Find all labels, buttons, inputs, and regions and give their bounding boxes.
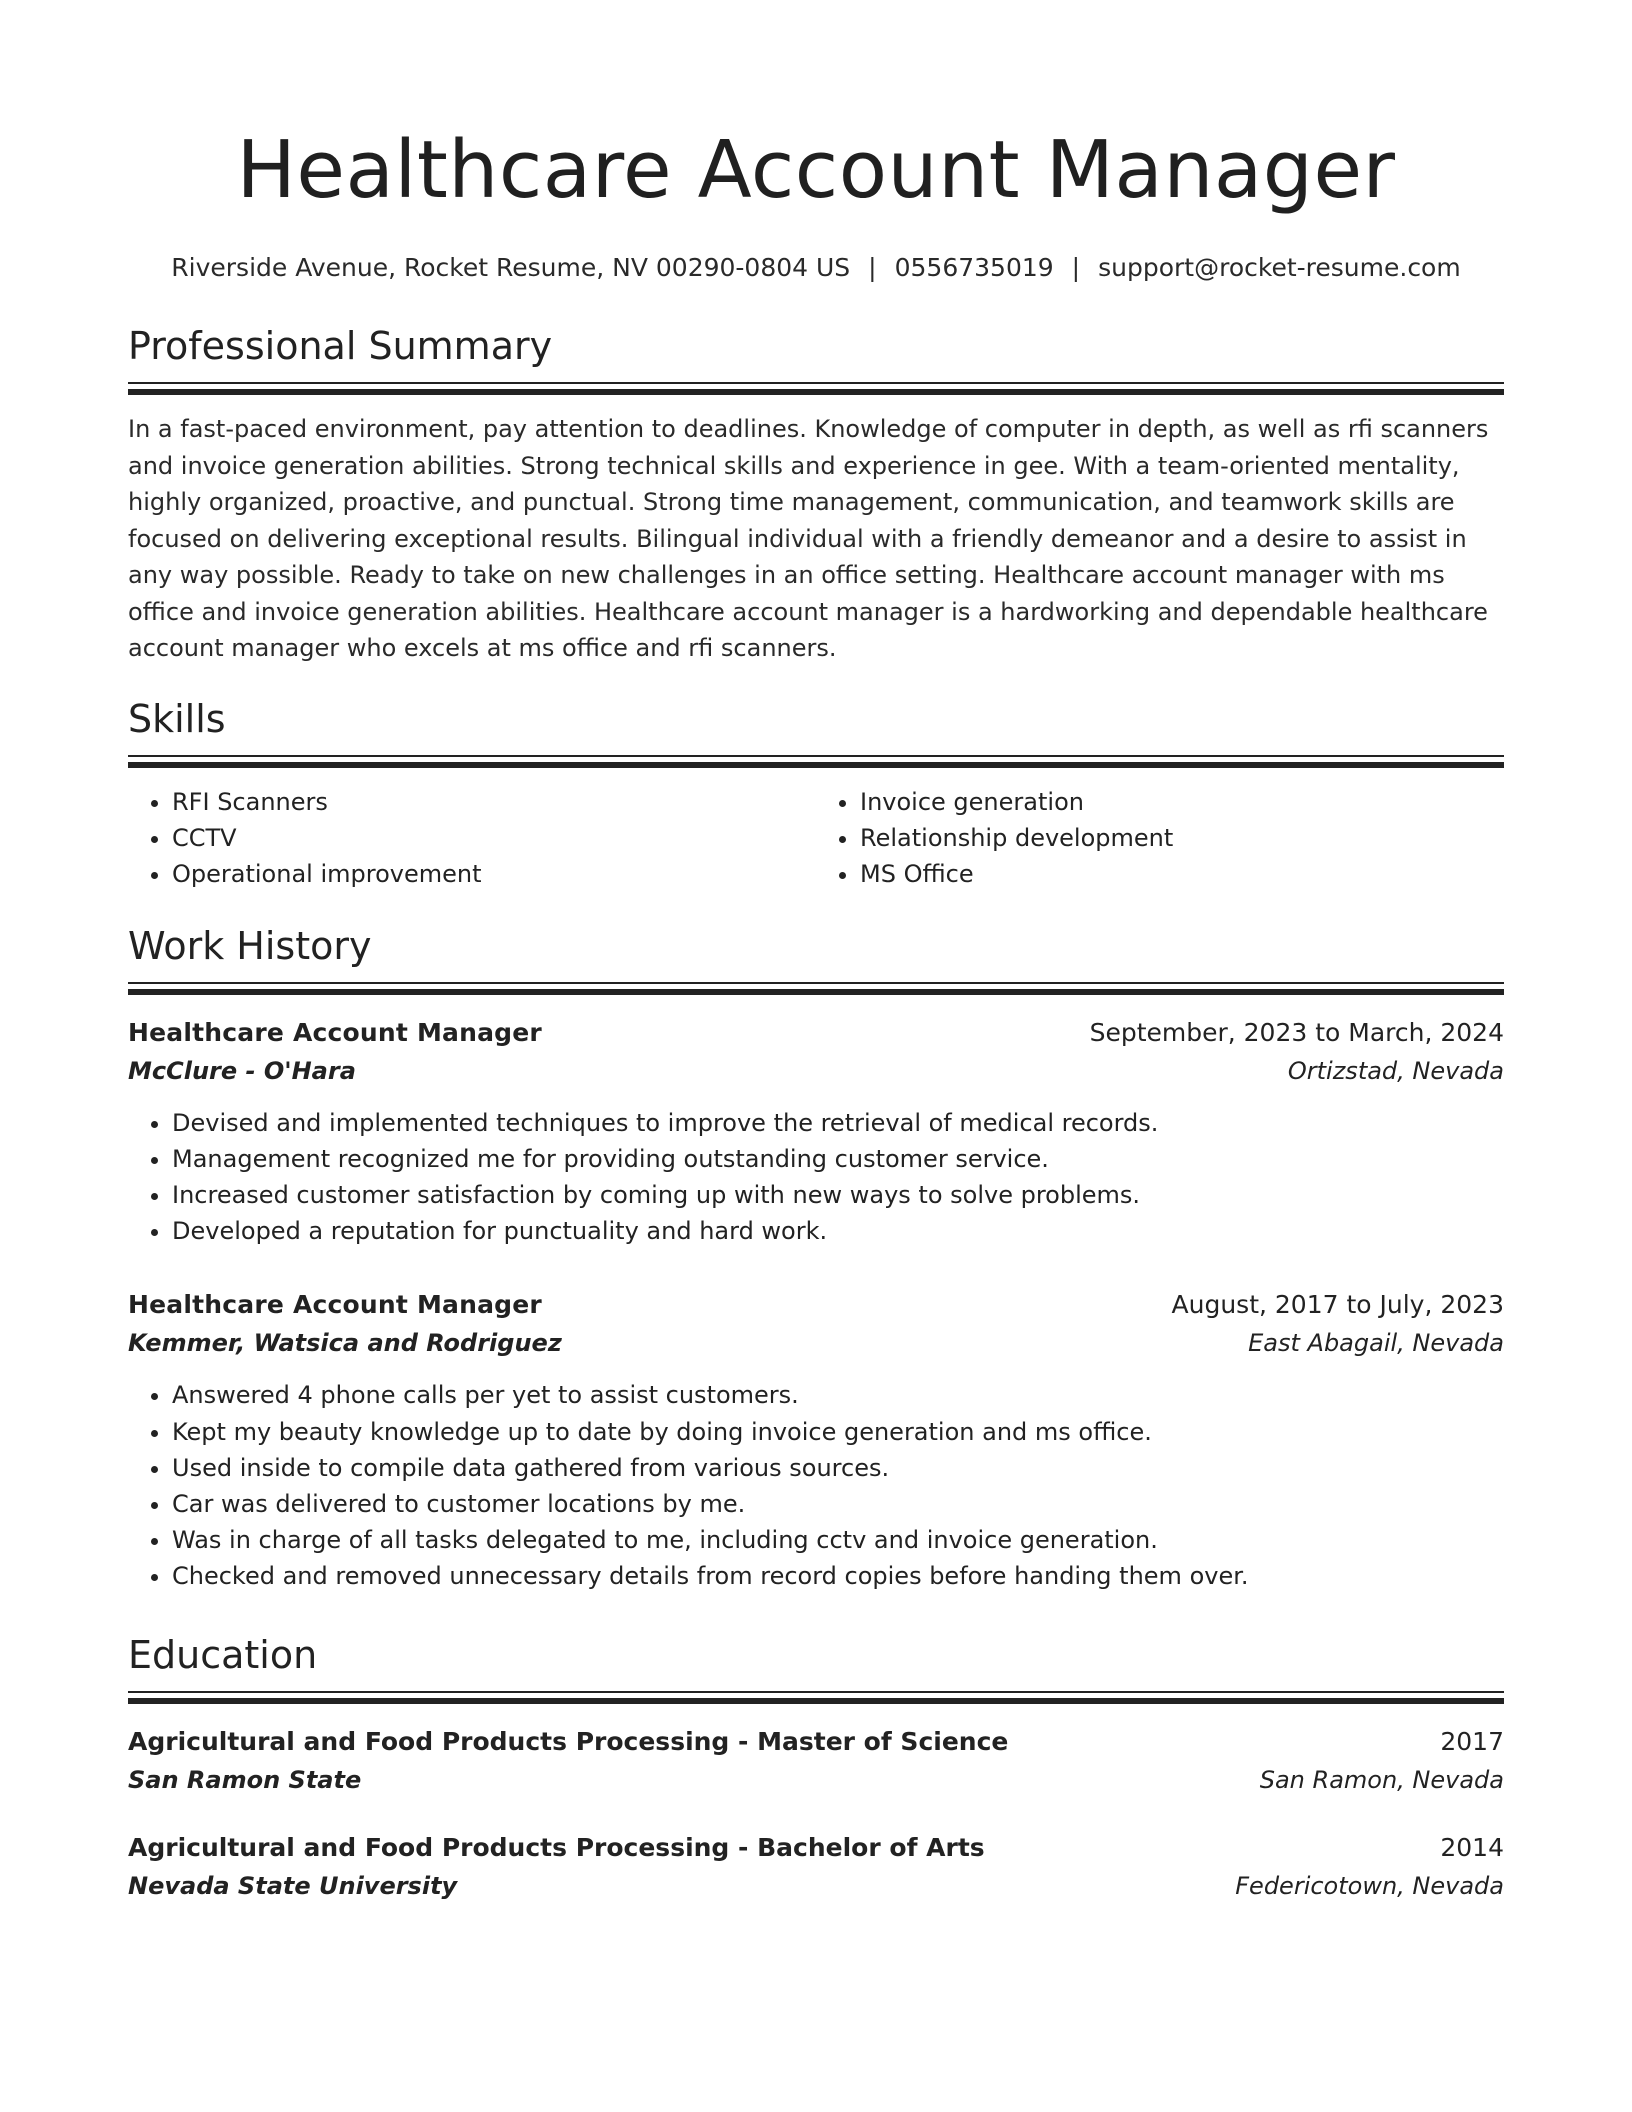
section-heading-work: Work History: [128, 923, 372, 968]
education-year: 2014: [1440, 1832, 1504, 1862]
job-bullet: • Checked and removed unnecessary details from record copies before handing them over.: [172, 1558, 1504, 1594]
education-entry: [128, 1828, 1504, 1904]
job-header-row: [128, 1013, 1504, 1053]
education-school: Nevada State University: [128, 1871, 458, 1900]
job-bullet: • Management recognized me for providing outstanding customer service.: [172, 1141, 1504, 1177]
job-company: Kemmer, Watsica and Rodriguez: [128, 1329, 562, 1358]
job-bullets: [128, 1377, 1504, 1594]
job-bullet: • Increased customer satisfaction by coming up with new ways to solve problems.: [172, 1177, 1504, 1213]
job-bullet: • Car was delivered to customer locations by me.: [172, 1486, 1504, 1522]
job-header-row: [128, 1285, 1504, 1325]
job-company-row: [128, 1325, 1504, 1361]
education-school-row: [128, 1762, 1504, 1798]
section-divider: [128, 1691, 1504, 1704]
education-header-row: [128, 1722, 1504, 1762]
section-divider: [128, 382, 1504, 395]
work-history-section: [128, 922, 1504, 1595]
job-dates: September, 2023 to March, 2024: [1089, 1017, 1504, 1047]
skills-column-left: [128, 784, 816, 892]
education-header-row: [128, 1828, 1504, 1868]
education-degree: Agricultural and Food Products Processing - Master of Science: [128, 1726, 1009, 1756]
contact-line: [128, 252, 1504, 284]
job-dates: August, 2017 to July, 2023: [1171, 1290, 1504, 1320]
job-bullet: • Answered 4 phone calls per yet to assist customers.: [172, 1377, 1504, 1413]
contact-separator: |: [868, 253, 877, 282]
job-bullets: [128, 1105, 1504, 1250]
education-location: Federicotown, Nevada: [1235, 1871, 1504, 1900]
contact-email: support@rocket-resume.com: [1098, 253, 1461, 282]
skill-item: • Operational improvement: [172, 856, 816, 892]
contact-separator: |: [1071, 253, 1081, 282]
skill-item: • RFI Scanners: [172, 784, 816, 820]
skill-item: • CCTV: [172, 820, 816, 856]
job-bullet: • Used inside to compile data gathered from various sources.: [172, 1450, 1504, 1486]
education-school-row: [128, 1868, 1504, 1904]
education-location: San Ramon, Nevada: [1259, 1765, 1504, 1794]
skills-section: [128, 695, 1504, 892]
job-entry: [128, 1013, 1504, 1250]
education-degree: Agricultural and Food Products Processing - Bachelor of Arts: [128, 1832, 985, 1862]
section-divider: [128, 755, 1504, 768]
job-company-row: [128, 1053, 1504, 1089]
summary-text: In a fast-paced environment, pay attention to deadlines. Knowledge of computer in depth, as well as rfi scanners and invoice generation abilities. Strong technical skills and experience in gee. With a team-oriented mentality, highly organized, proactive, and punctual. Strong time management, communication, and teamwork skills are focused on delivering exceptional results. Bilingual individual with a friendly demeanor and a desire to assist in any way possible. Ready to take on new challenges in an office setting. Healthcare account manager with ms office and invoice generation abilities. Healthcare account manager is a hardworking and dependable healthcare account manager who excels at ms office and rfi scanners.: [128, 415, 1489, 662]
section-heading-summary: Professional Summary: [128, 324, 553, 368]
job-title: Healthcare Account Manager: [128, 1290, 542, 1320]
job-location: East Abagail, Nevada: [1248, 1329, 1504, 1358]
section-divider: [128, 982, 1504, 995]
skill-item: • MS Office: [860, 856, 1504, 892]
job-location: Ortizstad, Nevada: [1287, 1056, 1504, 1085]
job-bullet: • Developed a reputation for punctuality and hard work.: [172, 1213, 1504, 1249]
skills-grid: [128, 784, 1504, 892]
skills-column-right: [816, 784, 1504, 892]
job-company: McClure - O'Hara: [128, 1056, 356, 1085]
job-bullet: • Devised and implemented techniques to improve the retrieval of medical records.: [172, 1105, 1504, 1141]
contact-address: Riverside Avenue, Rocket Resume, NV 00290-0804 US: [171, 253, 851, 282]
professional-summary-section: [128, 322, 1504, 667]
section-heading-education: Education: [128, 1632, 318, 1677]
job-entry: [128, 1285, 1504, 1594]
section-heading-skills: Skills: [128, 696, 226, 741]
skill-item: • Relationship development: [860, 820, 1504, 856]
job-title: Healthcare Account Manager: [128, 1017, 542, 1047]
education-school: San Ramon State: [128, 1765, 362, 1794]
skill-item: • Invoice generation: [860, 784, 1504, 820]
education-section: [128, 1631, 1504, 1904]
job-bullet: • Was in charge of all tasks delegated to me, including cctv and invoice generation.: [172, 1522, 1504, 1558]
contact-phone: 0556735019: [894, 253, 1054, 282]
education-entry: [128, 1722, 1504, 1798]
resume-name: Healthcare Account Manager: [236, 124, 1396, 216]
education-year: 2017: [1440, 1726, 1504, 1756]
job-bullet: • Kept my beauty knowledge up to date by doing invoice generation and ms office.: [172, 1414, 1504, 1450]
